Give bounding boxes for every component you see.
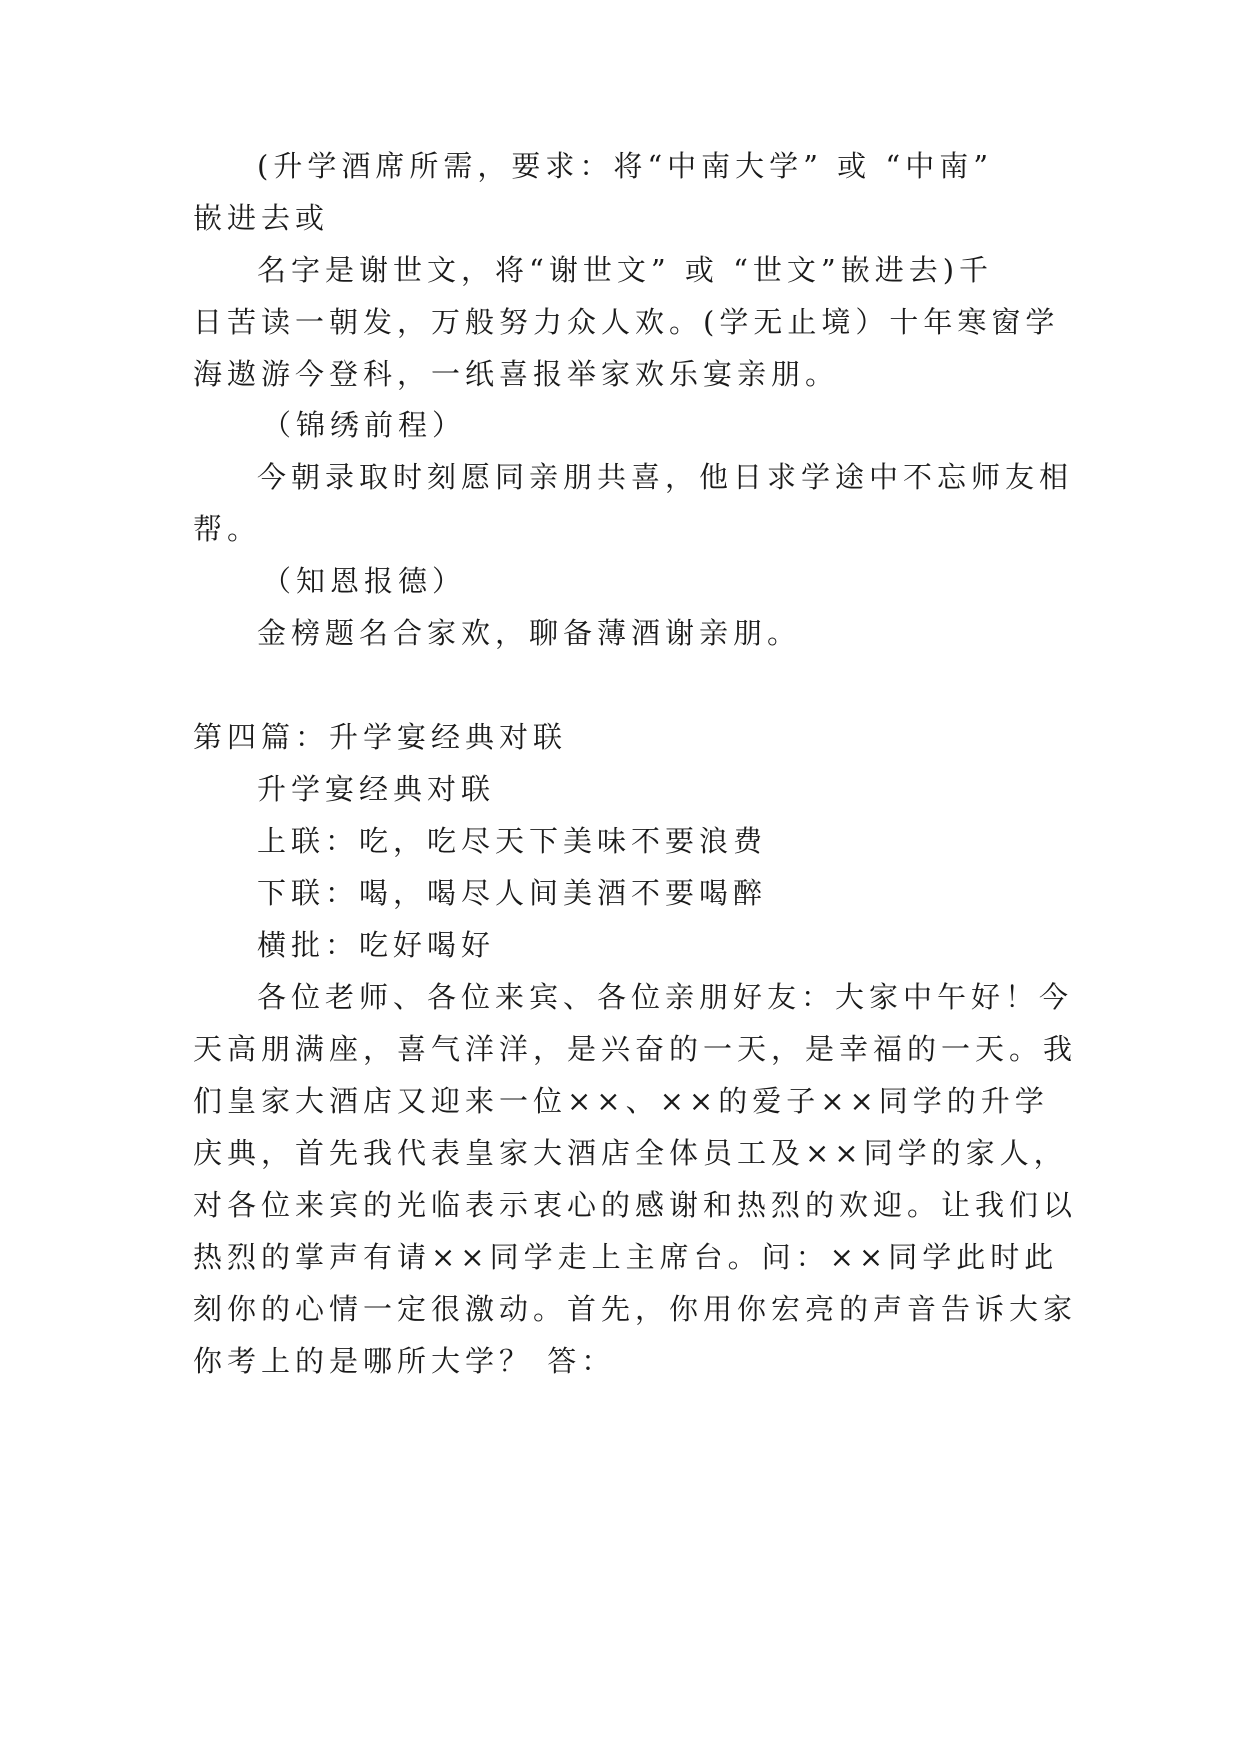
paragraph-line: 帮。 (193, 512, 262, 546)
paragraph-line: 各位老师、各位来宾、各位亲朋好友：大家中午好！今 (257, 980, 1074, 1014)
paragraph-line: 们皇家大酒店又迎来一位××、××的爱子××同学的升学 (193, 1084, 1049, 1118)
paragraph-line: 升学宴经典对联 (257, 772, 496, 806)
couplet-horizontal: 横批：吃好喝好 (257, 928, 496, 962)
paragraph-line: 日苦读一朝发，万般努力众人欢。(学无止境）十年寒窗学 (193, 305, 1060, 339)
paragraph-line: 庆典，首先我代表皇家大酒店全体员工及××同学的家人， (193, 1136, 1068, 1170)
paragraph-line: 刻你的心情一定很激动。首先，你用你宏亮的声音告诉大家 (193, 1292, 1078, 1326)
couplet-lower: 下联：喝，喝尽人间美酒不要喝醉 (257, 876, 768, 910)
paragraph-line: 热烈的掌声有请××同学走上主席台。问：××同学此时此 (193, 1240, 1059, 1274)
paragraph-line: 天高朋满座，喜气洋洋，是兴奋的一天，是幸福的一天。我 (193, 1032, 1078, 1066)
chapter-title: 第四篇：升学宴经典对联 (193, 720, 568, 754)
paragraph-line: 今朝录取时刻愿同亲朋共喜，他日求学途中不忘师友相 (257, 460, 1074, 494)
paragraph-line: 嵌进去或 (193, 201, 330, 235)
paragraph-line: 对各位来宾的光临表示衷心的感谢和热烈的欢迎。让我们以 (193, 1188, 1078, 1222)
section-heading: （知恩报德） (262, 564, 467, 598)
paragraph-line: (升学酒席所需，要求：将“中南大学” 或 “中南” (257, 149, 994, 183)
section-heading: （锦绣前程） (262, 408, 467, 442)
paragraph-line: 名字是谢世文，将“谢世文” 或 “世文”嵌进去)千 (257, 253, 994, 287)
paragraph-line: 你考上的是哪所大学？ 答： (193, 1344, 616, 1378)
paragraph-line: 金榜题名合家欢，聊备薄酒谢亲朋。 (257, 616, 802, 650)
couplet-upper: 上联：吃，吃尽天下美味不要浪费 (257, 824, 768, 858)
paragraph-line: 海遨游今登科，一纸喜报举家欢乐宴亲朋。 (193, 357, 840, 391)
